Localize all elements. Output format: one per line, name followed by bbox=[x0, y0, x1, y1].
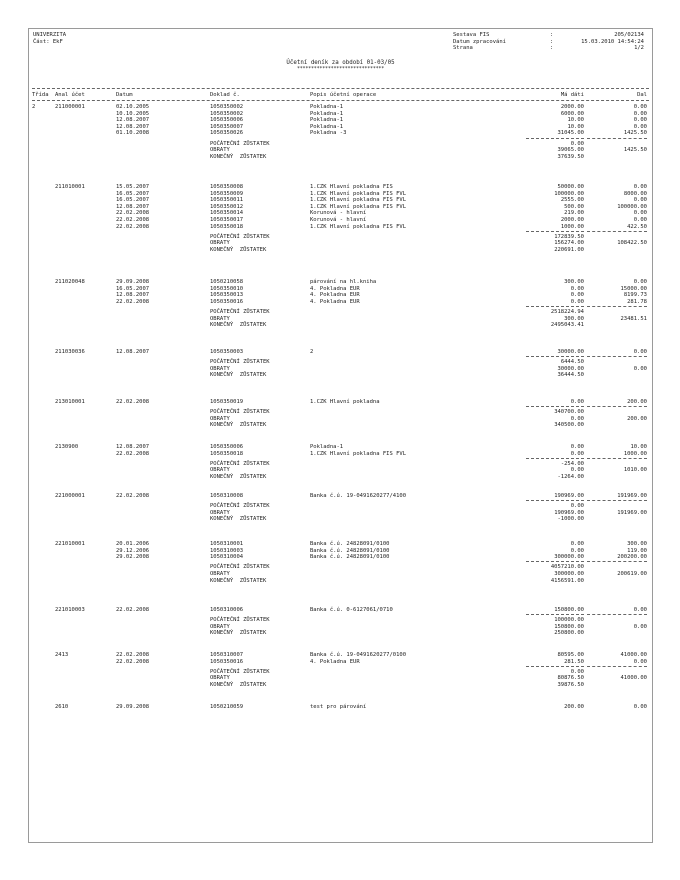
page-label: Strana bbox=[453, 45, 473, 52]
entry-description: 4. Pokladna EUR bbox=[310, 658, 360, 665]
entry-document: 1050310007 bbox=[210, 652, 244, 658]
entry-credit: 0.00 bbox=[633, 197, 647, 204]
processed-value: 15.03.2010 14:54:24 bbox=[581, 38, 644, 45]
org-part: Část: EkF bbox=[33, 38, 63, 45]
turnover-debit: 0.00 bbox=[570, 467, 584, 474]
entry-description: 1.CZK Hlavní pokladna bbox=[310, 399, 380, 405]
entry-credit: 41000.00 bbox=[620, 652, 647, 658]
turnover-credit: 0.00 bbox=[633, 623, 647, 630]
entry-credit: 0.00 bbox=[633, 104, 647, 110]
entry-debit: 0.00 bbox=[570, 292, 584, 299]
entry-date: 29.09.2008 bbox=[116, 279, 150, 285]
label-opening-balance: POČÁTEČNÍ ZŮSTATEK bbox=[210, 564, 270, 571]
account-number: 2413 bbox=[55, 652, 69, 658]
entry-document: 1050350003 bbox=[210, 349, 244, 355]
debit-subtotal-rule bbox=[526, 356, 584, 357]
closing-balance-debit: 2495043.41 bbox=[550, 322, 584, 329]
entry-debit: 2555.00 bbox=[560, 197, 584, 204]
entry-description: Pokladna-1 bbox=[310, 104, 344, 110]
turnover-debit: 156274.00 bbox=[554, 240, 584, 247]
entry-date: 22.02.2008 bbox=[116, 493, 150, 499]
entry-debit: 0.00 bbox=[570, 298, 584, 305]
account-number: 213010001 bbox=[55, 399, 85, 405]
entry-date: 01.10.2008 bbox=[116, 130, 150, 137]
label-turnover: OBRATY bbox=[210, 365, 230, 372]
entry-description: Korunová - hlavní bbox=[310, 217, 367, 223]
debit-subtotal-rule bbox=[526, 500, 584, 501]
opening-balance-debit: -254.00 bbox=[560, 460, 584, 467]
entry-credit: 200.00 bbox=[627, 399, 647, 405]
closing-balance-debit: 340500.00 bbox=[554, 422, 584, 429]
entry-description: 2 bbox=[310, 349, 314, 355]
entry-description: Pokladna-1 bbox=[310, 444, 344, 450]
account-number: 211000001 bbox=[55, 104, 85, 110]
label-closing-balance: KONEČNÝ ZŮSTATEK bbox=[210, 246, 267, 253]
entry-document: 1050350018 bbox=[210, 223, 244, 230]
turnover-credit: 200.00 bbox=[627, 415, 647, 422]
entry-description: test pro párování bbox=[310, 704, 367, 710]
label-opening-balance: POČÁTEČNÍ ZŮSTATEK bbox=[210, 617, 270, 624]
entry-description: Pokladna-1 bbox=[310, 123, 344, 130]
entry-description: Pokladna-1 bbox=[310, 117, 344, 124]
label-turnover: OBRATY bbox=[210, 467, 230, 474]
opening-balance-debit: 2518224.94 bbox=[550, 308, 584, 315]
label-opening-balance: POČÁTEČNÍ ZŮSTATEK bbox=[210, 233, 270, 240]
col-trida: Třída bbox=[32, 92, 49, 98]
account-number: 2610 bbox=[55, 704, 69, 710]
entry-description: 1.CZK Hlavní pokladna FIS FVL bbox=[310, 203, 407, 210]
entry-document: 1050350018 bbox=[210, 450, 244, 457]
entry-date: 22.02.2008 bbox=[116, 210, 150, 217]
entry-debit: 0.00 bbox=[570, 541, 584, 547]
entry-description: 1.CZK Hlavní pokladna FIS bbox=[310, 184, 393, 190]
entry-date: 15.05.2007 bbox=[116, 184, 150, 190]
entry-credit: 0.00 bbox=[633, 607, 647, 613]
credit-subtotal-rule bbox=[587, 306, 647, 307]
credit-subtotal-rule bbox=[587, 406, 647, 407]
entry-date: 22.02.2008 bbox=[116, 652, 150, 658]
entry-date: 12.08.2007 bbox=[116, 292, 150, 299]
label-closing-balance: KONEČNÝ ZŮSTATEK bbox=[210, 630, 267, 637]
account-number: 221000001 bbox=[55, 493, 85, 499]
credit-subtotal-rule bbox=[587, 500, 647, 501]
credit-subtotal-rule bbox=[587, 614, 647, 615]
label-opening-balance: POČÁTEČNÍ ZŮSTATEK bbox=[210, 668, 270, 675]
entry-credit: 8199.73 bbox=[623, 292, 647, 299]
group-class: 2 bbox=[32, 104, 36, 110]
entry-debit: 30000.00 bbox=[557, 349, 584, 355]
turnover-debit: 150800.00 bbox=[554, 623, 584, 630]
entry-date: 22.02.2008 bbox=[116, 399, 150, 405]
label-closing-balance: KONEČNÝ ZŮSTATEK bbox=[210, 681, 267, 688]
entry-debit: 0.00 bbox=[570, 399, 584, 405]
closing-balance-debit: -1264.00 bbox=[557, 473, 584, 480]
turnover-debit: 0.00 bbox=[570, 415, 584, 422]
entry-document: 1050350016 bbox=[210, 298, 244, 305]
entry-document: 1050350019 bbox=[210, 399, 244, 405]
entry-credit: 0.00 bbox=[633, 349, 647, 355]
entry-credit: 0.00 bbox=[633, 217, 647, 223]
entry-date: 12.08.2007 bbox=[116, 444, 150, 450]
entry-debit: 10.00 bbox=[567, 117, 584, 124]
label-opening-balance: POČÁTEČNÍ ZŮSTATEK bbox=[210, 308, 270, 315]
label-turnover: OBRATY bbox=[210, 509, 230, 516]
label-closing-balance: KONEČNÝ ZŮSTATEK bbox=[210, 577, 267, 584]
account-number: 211020048 bbox=[55, 279, 85, 285]
turnover-credit: 23481.51 bbox=[620, 315, 647, 322]
col-doklad: Doklad č. bbox=[210, 92, 240, 98]
label-turnover: OBRATY bbox=[210, 623, 230, 630]
entry-credit: 422.50 bbox=[627, 223, 647, 230]
entry-credit: 1000.00 bbox=[623, 450, 647, 457]
debit-subtotal-rule bbox=[526, 406, 584, 407]
closing-balance-debit: 250800.00 bbox=[554, 630, 584, 637]
entry-document: 1050210059 bbox=[210, 704, 244, 710]
turnover-debit: 300000.00 bbox=[554, 570, 584, 577]
label-closing-balance: KONEČNÝ ZŮSTATEK bbox=[210, 473, 267, 480]
entry-document: 1050350006 bbox=[210, 444, 244, 450]
entry-document: 1050310001 bbox=[210, 541, 244, 547]
entry-credit: 1425.50 bbox=[623, 130, 647, 137]
entry-description: Korunová - hlavní bbox=[310, 210, 367, 217]
entry-date: 22.02.2008 bbox=[116, 217, 150, 223]
label-turnover: OBRATY bbox=[210, 675, 230, 682]
turnover-credit: 108422.50 bbox=[617, 240, 647, 247]
entry-credit: 0.00 bbox=[633, 184, 647, 190]
label-turnover: OBRATY bbox=[210, 415, 230, 422]
report-page: UNIVERZITA Část: EkF Sestava FIS : 205/02134 Datum zpracování : 15.03.2010 14:54:24 Strana : 1/2 Účetní deník za období 01-03/05 ******************************* Třída Anal účet Datum Doklad č. Popis účetní operace Má dáti Dal 2 211000001 02.10.2005 1050350002 Pokladna-1 2000.00 0.00 10.10.2005 1050350002 Pokladna-1 6000.00 0.00 12.08.2007 1050350006 Pokladna-1 10.00 0.00 12.08.2007 1050350007 Pokladna-1 10.00 0.00 01.10.2008 1050350026 Pokladna -3 31045.00 1425.50 POČÁTEČNÍ ZŮSTATEK OBRATY KONEČNÝ ZŮSTATEK 0.00 39065.00 1425.50 37639.50 211010001 15.05.2007 1050350008 1.CZK Hlavní pokladna FIS 50000.00 0.00 16.05.2007 1050350009 1.CZK Hlavní pokladna FIS FVL 100000.00 8000.00 16.05.2007 1050350011 1.CZK Hlavní pokladna FIS FVL 2555.00 0.00 12.08.2007 1050350012 1.CZK Hlavní pokladna FIS FVL 500.00 100000.00 22.02.2008 1050350014 Korunová - hlavní 219.00 0.00 22.02.2008 1050350017 Korunová - hlavní 2000.00 0.00 22.02.2008 1050350018 1.CZK Hlavní pokladna FIS FVL 1000.00 422.50 POČÁTEČNÍ ZŮSTATEK OBRATY KONEČNÝ ZŮSTATEK 172839.50 156274.00 108422.50 220691.00 211020048 29.09.2008 1050210058 párování na hl.kniha 300.00 0.00 16.05.2007 1050350010 4. Pokladna EUR 0.00 15000.00 12.08.2007 1050350013 4. Pokladna EUR 0.00 8199.73 22.02.2008 1050350016 4. Pokladna EUR 0.00 281.78 POČÁTEČNÍ ZŮSTATEK OBRATY KONEČNÝ ZŮSTATEK 2518224.94 300.00 23481.51 2495043.41 211030036 12.08.2007 1050350003 2 30000.00 0.00 POČÁTEČNÍ ZŮSTATEK OBRATY KONEČNÝ ZŮSTATEK 6444.50 30000.00 0.00 36444.50 213010001 22.02.2008 1050350019 1.CZK Hlavní pokladna 0.00 200.00 POČÁTEČNÍ ZŮSTATEK OBRATY KONEČNÝ ZŮSTATEK 340700.00 0.00 200.00 340500.00 2130900 12.08.2007 1050350006 Pokladna-1 0.00 10.00 22.02.2008 1050350018 1.CZK Hlavní pokladna FIS FVL 0.00 1000.00 POČÁTEČNÍ ZŮSTATEK OBRATY KONEČNÝ ZŮSTATEK -254.00 0.00 1010.00 -1264.00 221000001 22.02.2008 1050310008 Banka č.ú. 19-0491620277/4100 190969.00 191969.00 POČÁTEČNÍ ZŮSTATEK OBRATY KONEČNÝ ZŮSTATEK 0.00 190969.00 191969.00 -1000.00 221010001 20.01.2006 1050310001 Banka č.ú. 24828091/0100 0.00 300.00 29.12.2006 1050310003 Banka č.ú. 24828091/0100 0.00 119.00 29.02.2008 1050310004 Banka č.ú. 24828091/0100 300000.00 200200.00 POČÁTEČNÍ ZŮSTATEK OBRATY KONEČNÝ ZŮSTATEK 4057210.00 300000.00 200619.00 4156591.00 221010003 22.02.2008 1050310006 Banka č.ú. 0-6127061/0710 150800.00 0.00 POČÁTEČNÍ ZŮSTATEK OBRATY KONEČNÝ ZŮSTATEK 100000.00 150800.00 0.00 250800.00 2413 22.02.2008 1050310007 Banka č.ú. 19-0491620277/0100 80595.00 41000.00 22.02.2008 1050350016 4. Pokladna EUR 281.50 0.00 POČÁTEČNÍ ZŮSTATEK OBRATY KONEČNÝ ZŮSTATEK 0.00 80876.50 41000.00 39876.50 2610 29.09.2008 1050210059 test pro párování 200.00 0.00 bbox=[28, 28, 653, 843]
entry-debit: 500.00 bbox=[564, 203, 584, 210]
processed-label: Datum zpracování bbox=[453, 38, 506, 45]
entry-description: Banka č.ú. 24828091/0100 bbox=[310, 541, 390, 547]
account-number: 211030036 bbox=[55, 349, 85, 355]
entry-document: 1050310008 bbox=[210, 493, 244, 499]
turnover-debit: 39065.00 bbox=[557, 147, 584, 154]
entry-date: 22.02.2008 bbox=[116, 450, 150, 457]
entry-debit: 200.00 bbox=[564, 704, 584, 710]
entry-debit: 0.00 bbox=[570, 450, 584, 457]
entry-document: 1050350012 bbox=[210, 203, 244, 210]
col-datum: Datum bbox=[116, 92, 133, 98]
entry-description: párování na hl.kniha bbox=[310, 279, 377, 285]
entry-debit: 0.00 bbox=[570, 285, 584, 292]
label-closing-balance: KONEČNÝ ZŮSTATEK bbox=[210, 153, 267, 160]
entry-description: Banka č.ú. 19-0491620277/4100 bbox=[310, 493, 407, 499]
col-ucet: Anal účet bbox=[55, 92, 85, 98]
debit-subtotal-rule bbox=[526, 231, 584, 232]
header-rule-top bbox=[32, 88, 649, 89]
account-number: 2130900 bbox=[55, 444, 79, 450]
page-value: 1/2 bbox=[634, 45, 644, 52]
account-number: 221010003 bbox=[55, 607, 85, 613]
entry-credit: 0.00 bbox=[633, 117, 647, 124]
report-value: 205/02134 bbox=[614, 32, 644, 38]
entry-document: 1050350002 bbox=[210, 104, 244, 110]
entry-debit: 281.50 bbox=[564, 658, 584, 665]
entry-date: 12.08.2007 bbox=[116, 123, 150, 130]
label-turnover: OBRATY bbox=[210, 570, 230, 577]
entry-description: 4. Pokladna EUR bbox=[310, 285, 360, 292]
col-popis: Popis účetní operace bbox=[310, 92, 377, 98]
entry-document: 1050310006 bbox=[210, 607, 244, 613]
entry-debit: 80595.00 bbox=[557, 652, 584, 658]
account-number: 211010001 bbox=[55, 184, 85, 190]
entry-date: 12.08.2007 bbox=[116, 349, 150, 355]
label-turnover: OBRATY bbox=[210, 147, 230, 154]
turnover-debit: 190969.00 bbox=[554, 509, 584, 516]
label-closing-balance: KONEČNÝ ZŮSTATEK bbox=[210, 322, 267, 329]
entry-credit: 0.00 bbox=[633, 110, 647, 117]
closing-balance-debit: -1000.00 bbox=[557, 516, 584, 523]
credit-subtotal-rule bbox=[587, 138, 647, 139]
opening-balance-debit: 172839.50 bbox=[554, 233, 584, 240]
entry-document: 1050350013 bbox=[210, 292, 244, 299]
entry-description: Banka č.ú. 24828091/0100 bbox=[310, 554, 390, 561]
label-closing-balance: KONEČNÝ ZŮSTATEK bbox=[210, 422, 267, 429]
credit-subtotal-rule bbox=[587, 458, 647, 459]
entry-document: 1050350002 bbox=[210, 110, 244, 117]
entry-description: Pokladna -3 bbox=[310, 130, 347, 137]
entry-credit: 0.00 bbox=[633, 704, 647, 710]
opening-balance-debit: 100000.00 bbox=[554, 617, 584, 624]
debit-subtotal-rule bbox=[526, 138, 584, 139]
entry-description: 4. Pokladna EUR bbox=[310, 292, 360, 299]
entry-debit: 219.00 bbox=[564, 210, 584, 217]
turnover-debit: 80876.50 bbox=[557, 675, 584, 682]
turnover-credit: 200619.00 bbox=[617, 570, 647, 577]
entry-document: 1050350014 bbox=[210, 210, 244, 217]
entry-date: 16.05.2007 bbox=[116, 190, 150, 197]
title-underline: ******************************* bbox=[296, 66, 385, 72]
debit-subtotal-rule bbox=[526, 306, 584, 307]
closing-balance-debit: 39876.50 bbox=[557, 681, 584, 688]
entry-credit: 0.00 bbox=[633, 123, 647, 130]
entry-date: 22.02.2008 bbox=[116, 658, 150, 665]
entry-debit: 0.00 bbox=[570, 547, 584, 554]
closing-balance-debit: 37639.50 bbox=[557, 153, 584, 160]
entry-date: 22.02.2008 bbox=[116, 223, 150, 230]
closing-balance-debit: 4156591.00 bbox=[550, 577, 584, 584]
label-opening-balance: POČÁTEČNÍ ZŮSTATEK bbox=[210, 409, 270, 416]
entry-description: 1.CZK Hlavní pokladna FIS FVL bbox=[310, 223, 407, 230]
entry-debit: 300.00 bbox=[564, 279, 584, 285]
entry-date: 16.05.2007 bbox=[116, 197, 150, 204]
turnover-credit: 191969.00 bbox=[617, 509, 647, 516]
label-opening-balance: POČÁTEČNÍ ZŮSTATEK bbox=[210, 460, 270, 467]
turnover-debit: 30000.00 bbox=[557, 365, 584, 372]
turnover-credit: 1010.00 bbox=[623, 467, 647, 474]
opening-balance-debit: 0.00 bbox=[570, 503, 584, 510]
entry-credit: 0.00 bbox=[633, 210, 647, 217]
entry-date: 20.01.2006 bbox=[116, 541, 150, 547]
turnover-credit: 41000.00 bbox=[620, 675, 647, 682]
entry-document: 1050350010 bbox=[210, 285, 244, 292]
turnover-credit: 1425.50 bbox=[623, 147, 647, 154]
entry-date: 02.10.2005 bbox=[116, 104, 150, 110]
entry-credit: 0.00 bbox=[633, 279, 647, 285]
opening-balance-debit: 6444.50 bbox=[560, 359, 584, 366]
entry-document: 1050350006 bbox=[210, 117, 244, 124]
header-rule-bottom bbox=[32, 100, 649, 101]
entry-debit: 10.00 bbox=[567, 123, 584, 130]
credit-subtotal-rule bbox=[587, 231, 647, 232]
entry-document: 1050350016 bbox=[210, 658, 244, 665]
entry-date: 29.12.2006 bbox=[116, 547, 150, 554]
entry-credit: 300.00 bbox=[627, 541, 647, 547]
entry-date: 22.02.2008 bbox=[116, 607, 150, 613]
turnover-credit: 0.00 bbox=[633, 365, 647, 372]
entry-description: Pokladna-1 bbox=[310, 110, 344, 117]
credit-subtotal-rule bbox=[587, 666, 647, 667]
label-closing-balance: KONEČNÝ ZŮSTATEK bbox=[210, 516, 267, 523]
closing-balance-debit: 36444.50 bbox=[557, 372, 584, 379]
entry-description: 4. Pokladna EUR bbox=[310, 298, 360, 305]
closing-balance-debit: 220691.00 bbox=[554, 246, 584, 253]
entry-credit: 200200.00 bbox=[617, 554, 647, 561]
entry-debit: 0.00 bbox=[570, 444, 584, 450]
label-opening-balance: POČÁTEČNÍ ZŮSTATEK bbox=[210, 359, 270, 366]
debit-subtotal-rule bbox=[526, 458, 584, 459]
credit-subtotal-rule bbox=[587, 356, 647, 357]
entry-document: 1050310003 bbox=[210, 547, 244, 554]
label-turnover: OBRATY bbox=[210, 315, 230, 322]
entry-description: 1.CZK Hlavní pokladna FIS FVL bbox=[310, 190, 407, 197]
entry-debit: 1000.00 bbox=[560, 223, 584, 230]
debit-subtotal-rule bbox=[526, 614, 584, 615]
entry-document: 1050350008 bbox=[210, 184, 244, 190]
credit-subtotal-rule bbox=[587, 561, 647, 562]
opening-balance-debit: 0.00 bbox=[570, 140, 584, 147]
account-number: 221010001 bbox=[55, 541, 85, 547]
entry-document: 1050350009 bbox=[210, 190, 244, 197]
entry-debit: 31045.00 bbox=[557, 130, 584, 137]
label-closing-balance: KONEČNÝ ZŮSTATEK bbox=[210, 372, 267, 379]
col-dal: Dal bbox=[637, 92, 647, 98]
entry-credit: 281.78 bbox=[627, 298, 647, 305]
entry-credit: 15000.00 bbox=[620, 285, 647, 292]
org-name: UNIVERZITA bbox=[33, 32, 67, 38]
entry-debit: 2000.00 bbox=[560, 217, 584, 223]
entry-description: 1.CZK Hlavní pokladna FIS FVL bbox=[310, 450, 407, 457]
entry-date: 29.02.2008 bbox=[116, 554, 150, 561]
report-title: Účetní deník za období 01-03/05 bbox=[286, 60, 395, 66]
entry-debit: 150800.00 bbox=[554, 607, 584, 613]
entry-debit: 50000.00 bbox=[557, 184, 584, 190]
entry-debit: 6000.00 bbox=[560, 110, 584, 117]
entry-debit: 2000.00 bbox=[560, 104, 584, 110]
entry-document: 1050310004 bbox=[210, 554, 244, 561]
entry-description: Banka č.ú. 24828091/0100 bbox=[310, 547, 390, 554]
entry-document: 1050350007 bbox=[210, 123, 244, 130]
entry-credit: 10.00 bbox=[630, 444, 647, 450]
entry-description: 1.CZK Hlavní pokladna FIS FVL bbox=[310, 197, 407, 204]
entry-credit: 191969.00 bbox=[617, 493, 647, 499]
report-label: Sestava FIS bbox=[453, 32, 490, 38]
debit-subtotal-rule bbox=[526, 666, 584, 667]
label-opening-balance: POČÁTEČNÍ ZŮSTATEK bbox=[210, 140, 270, 147]
opening-balance-debit: 0.00 bbox=[570, 668, 584, 675]
entry-date: 29.09.2008 bbox=[116, 704, 150, 710]
entry-document: 1050350026 bbox=[210, 130, 244, 137]
entry-debit: 100000.00 bbox=[554, 190, 584, 197]
entry-date: 12.08.2007 bbox=[116, 117, 150, 124]
entry-debit: 300000.00 bbox=[554, 554, 584, 561]
opening-balance-debit: 4057210.00 bbox=[550, 564, 584, 571]
label-opening-balance: POČÁTEČNÍ ZŮSTATEK bbox=[210, 503, 270, 510]
entry-date: 22.02.2008 bbox=[116, 298, 150, 305]
turnover-debit: 300.00 bbox=[564, 315, 584, 322]
entry-date: 16.05.2007 bbox=[116, 285, 150, 292]
entry-credit: 100000.00 bbox=[617, 203, 647, 210]
entry-document: 1050210058 bbox=[210, 279, 244, 285]
header-org-block bbox=[33, 32, 66, 45]
entry-credit: 0.00 bbox=[633, 658, 647, 665]
entry-document: 1050350011 bbox=[210, 197, 244, 204]
col-md: Má dáti bbox=[560, 92, 584, 98]
entry-description: Banka č.ú. 0-6127061/0710 bbox=[310, 607, 393, 613]
entry-date: 10.10.2005 bbox=[116, 110, 150, 117]
entry-document: 1050350017 bbox=[210, 217, 244, 223]
opening-balance-debit: 340700.00 bbox=[554, 409, 584, 416]
entry-credit: 8000.00 bbox=[623, 190, 647, 197]
debit-subtotal-rule bbox=[526, 561, 584, 562]
entry-credit: 119.00 bbox=[627, 547, 647, 554]
entry-debit: 190969.00 bbox=[554, 493, 584, 499]
entry-description: Banka č.ú. 19-0491620277/0100 bbox=[310, 652, 407, 658]
label-turnover: OBRATY bbox=[210, 240, 230, 247]
entry-date: 12.08.2007 bbox=[116, 203, 150, 210]
